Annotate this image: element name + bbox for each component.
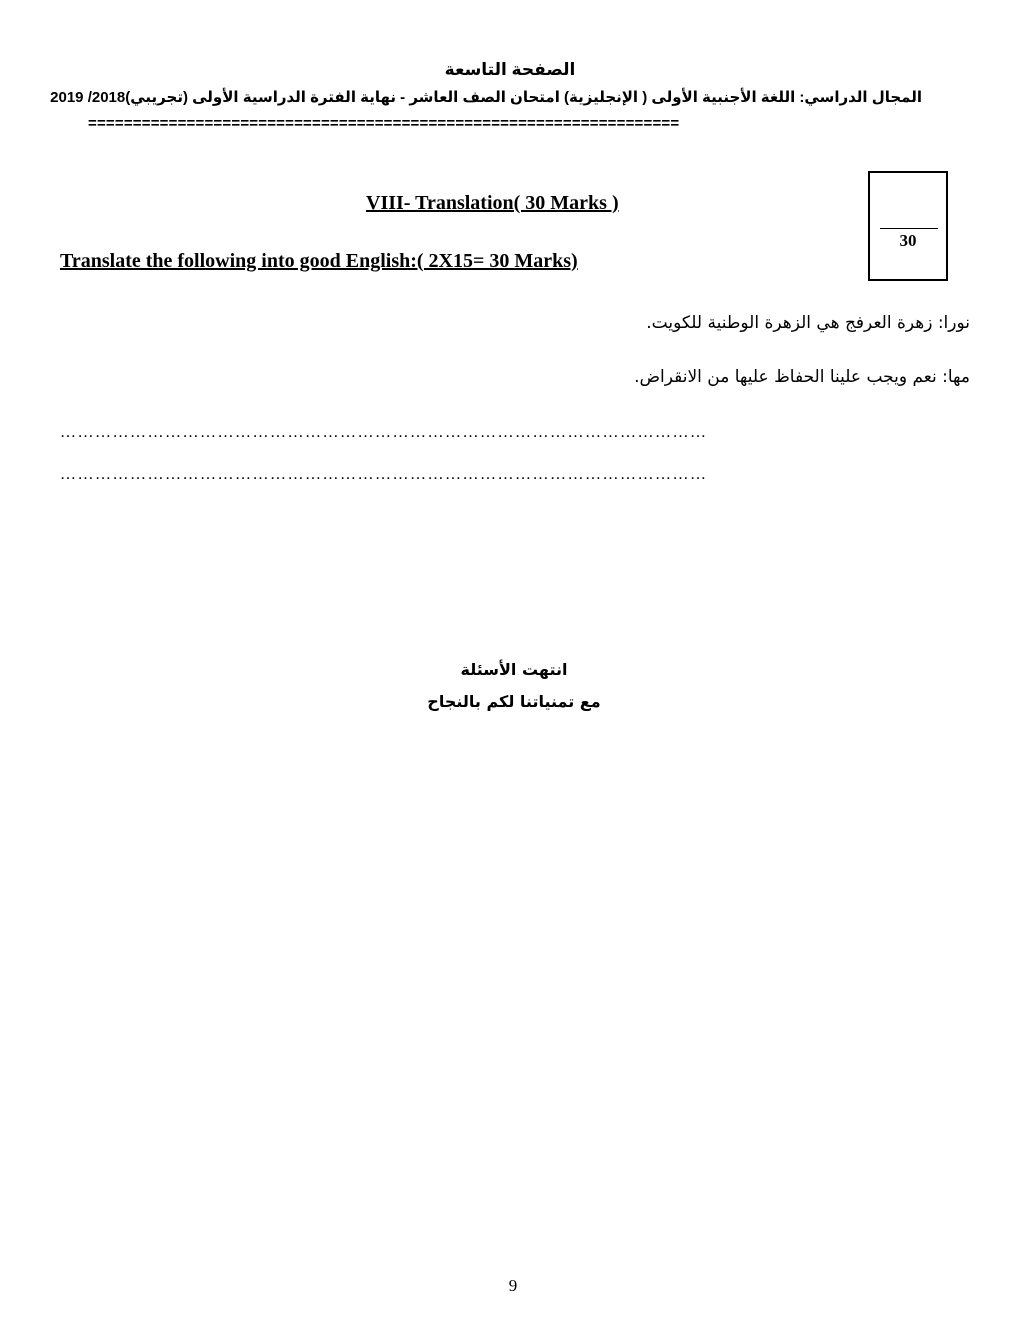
- mark-box-score-line: [880, 228, 938, 229]
- page-number: 9: [508, 1276, 518, 1295]
- header-separator: ==================================================================: [88, 115, 680, 132]
- answer-line-2[interactable]: …………………………………………………………………………………………………: [60, 466, 708, 483]
- dialogue-line-noura: نورا: زهرة العرفج هي الزهرة الوطنية للكويت.: [646, 313, 970, 333]
- translation-instruction: Translate the following into good English:( 2X15= 30 Marks): [60, 250, 578, 272]
- mark-box-total: 30: [899, 231, 917, 250]
- section-title: VIII- Translation( 30 Marks ): [366, 192, 619, 214]
- mark-box: [868, 171, 948, 281]
- good-luck-message: مع تمنياتنا لكم بالنجاح: [427, 692, 601, 711]
- answer-line-1[interactable]: …………………………………………………………………………………………………: [60, 424, 708, 441]
- page-heading: الصفحة التاسعة: [444, 60, 576, 79]
- exam-subject-line: المجال الدراسي: اللغة الأجنبية الأولى ( الإنجليزية) امتحان الصف العاشر - نهاية الفترة الدراسية الأولى (تجريبي)2018/ 2019: [50, 89, 922, 106]
- dialogue-line-maha: مها: نعم ويجب علينا الحفاظ عليها من الانقراض.: [634, 367, 970, 387]
- end-of-questions: انتهت الأسئلة: [460, 660, 568, 679]
